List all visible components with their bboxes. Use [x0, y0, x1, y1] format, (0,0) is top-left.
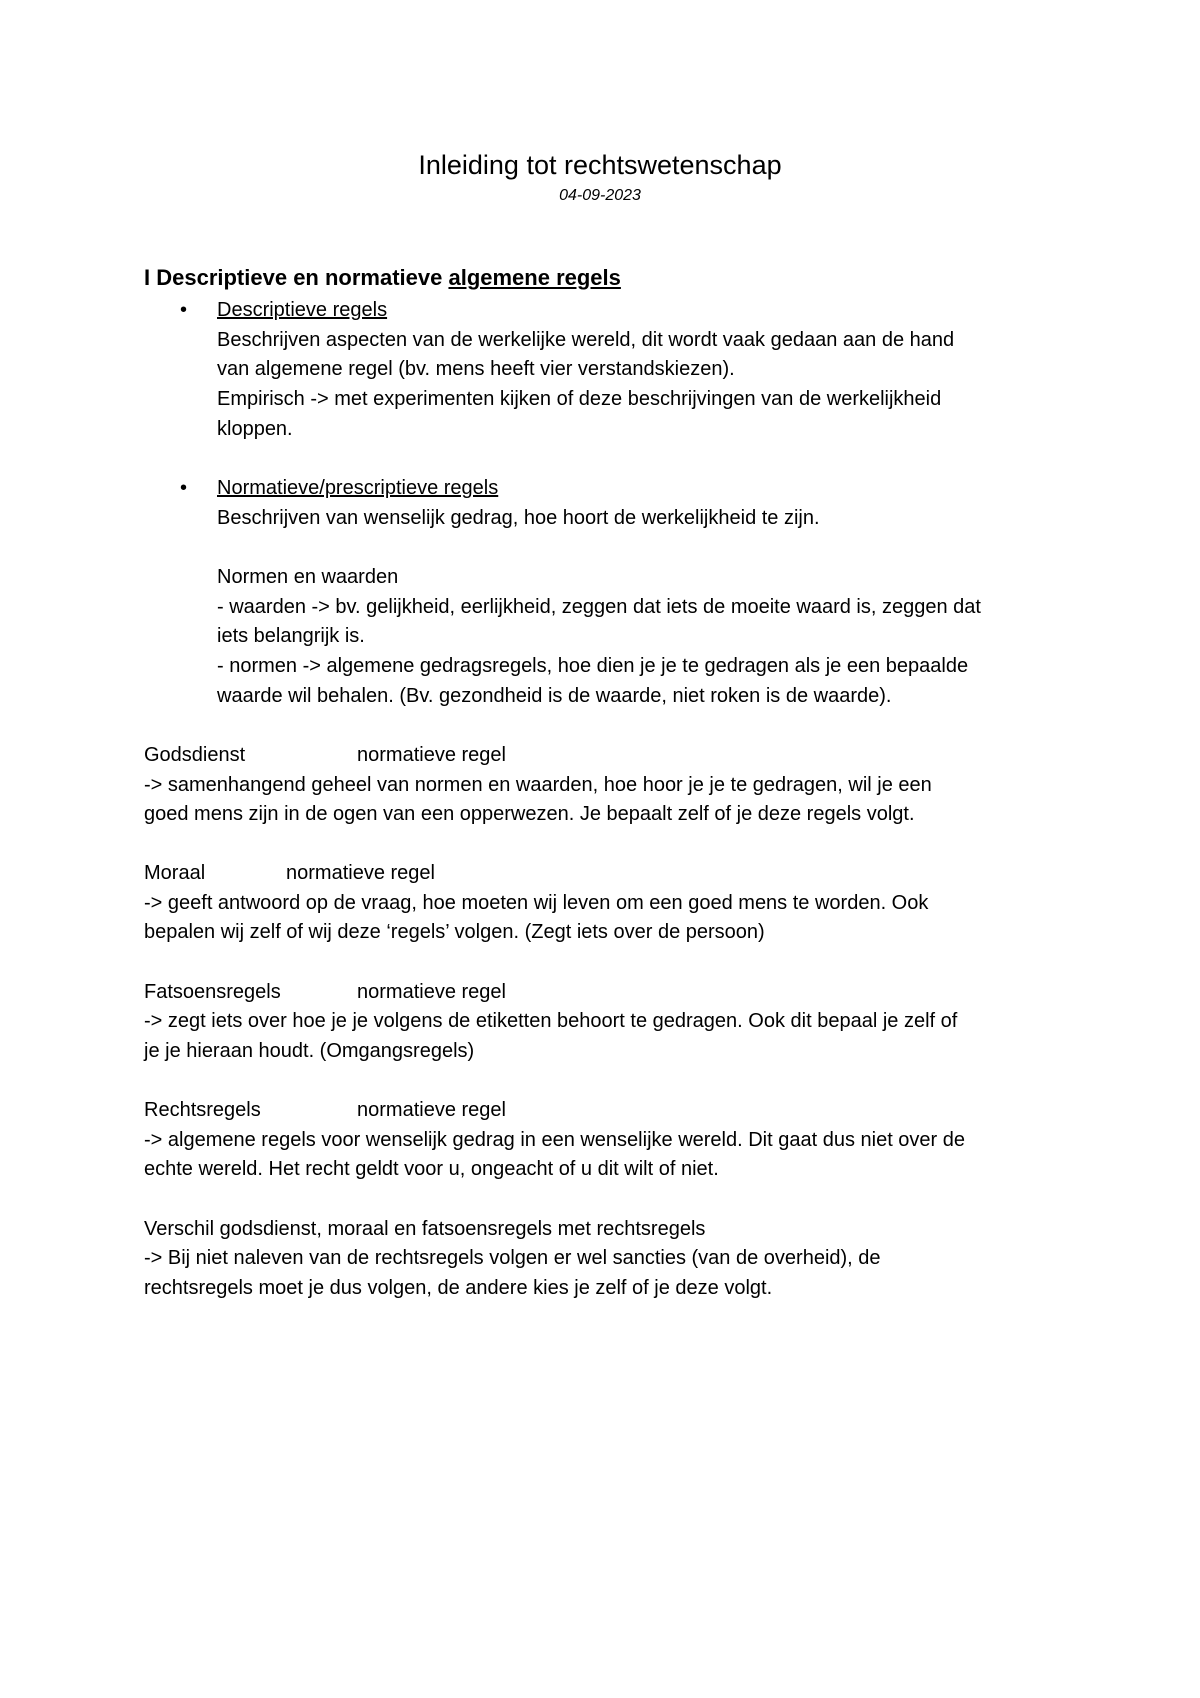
- term-moraal: Moraal: [144, 862, 206, 884]
- paragraph-line: goed mens zijn in de ogen van een opperwezen. Je bepaalt zelf of je deze regels volgt.: [144, 803, 915, 825]
- subheading-normen-waarden: Normen en waarden: [217, 566, 399, 588]
- section-heading: [144, 264, 621, 292]
- paragraph-line: -> algemene regels voor wenselijk gedrag in een wenselijke wereld. Dit gaat dus niet over de: [144, 1129, 966, 1151]
- paragraph-line: echte wereld. Het recht geldt voor u, ongeacht of u dit wilt of niet.: [144, 1158, 719, 1180]
- paragraph-line: -> samenhangend geheel van normen en waarden, hoe hoor je je te gedragen, wil je een: [144, 774, 932, 796]
- document-title: Inleiding tot rechtswetenschap: [418, 150, 782, 180]
- term-type: normatieve regel: [357, 744, 506, 766]
- paragraph-line: rechtsregels moet je dus volgen, de andere kies je zelf of je deze volgt.: [144, 1277, 773, 1299]
- term-rechtsregels: Rechtsregels: [144, 1099, 261, 1121]
- bullet-symbol: •: [180, 477, 188, 499]
- document-date: 04-09-2023: [559, 187, 641, 204]
- paragraph-line: Beschrijven van wenselijk gedrag, hoe hoort de werkelijkheid te zijn.: [217, 507, 820, 529]
- comparison-heading: Verschil godsdienst, moraal en fatsoensregels met rechtsregels: [144, 1218, 706, 1240]
- paragraph-line: - waarden -> bv. gelijkheid, eerlijkheid, zeggen dat iets de moeite waard is, zeggen dat: [217, 596, 981, 618]
- term-godsdienst: Godsdienst: [144, 744, 246, 766]
- paragraph-line: je je hieraan houdt. (Omgangsregels): [144, 1040, 475, 1062]
- term-type: normatieve regel: [357, 1099, 506, 1121]
- paragraph-line: -> Bij niet naleven van de rechtsregels volgen er wel sancties (van de overheid), de: [144, 1247, 881, 1269]
- bullet-title-descriptive: Descriptieve regels: [217, 299, 388, 321]
- term-type: normatieve regel: [357, 981, 506, 1003]
- paragraph-line: - normen -> algemene gedragsregels, hoe dien je je te gedragen als je een bepaalde: [217, 655, 969, 677]
- bullet-title-normative: Normatieve/prescriptieve regels: [217, 477, 499, 499]
- paragraph-line: iets belangrijk is.: [217, 625, 365, 647]
- section-heading-text: I Descriptieve en normatieve: [144, 265, 449, 290]
- bullet-symbol: •: [180, 299, 188, 321]
- paragraph-line: bepalen wij zelf of wij deze ‘regels’ volgen. (Zegt iets over de persoon): [144, 921, 765, 943]
- paragraph-line: waarde wil behalen. (Bv. gezondheid is de waarde, niet roken is de waarde).: [217, 685, 892, 707]
- term-fatsoensregels: Fatsoensregels: [144, 981, 281, 1003]
- paragraph-line: Beschrijven aspecten van de werkelijke wereld, dit wordt vaak gedaan aan de hand: [217, 329, 955, 351]
- paragraph-line: kloppen.: [217, 418, 293, 440]
- term-type: normatieve regel: [286, 862, 435, 884]
- paragraph-line: -> zegt iets over hoe je je volgens de etiketten behoort te gedragen. Ook dit bepaal je zelf of: [144, 1010, 958, 1032]
- paragraph-line: van algemene regel (bv. mens heeft vier verstandskiezen).: [217, 358, 735, 380]
- section-heading-underlined: algemene regels: [448, 265, 621, 290]
- paragraph-line: Empirisch -> met experimenten kijken of deze beschrijvingen van de werkelijkheid: [217, 388, 942, 410]
- paragraph-line: -> geeft antwoord op de vraag, hoe moeten wij leven om een goed mens te worden. Ook: [144, 892, 929, 914]
